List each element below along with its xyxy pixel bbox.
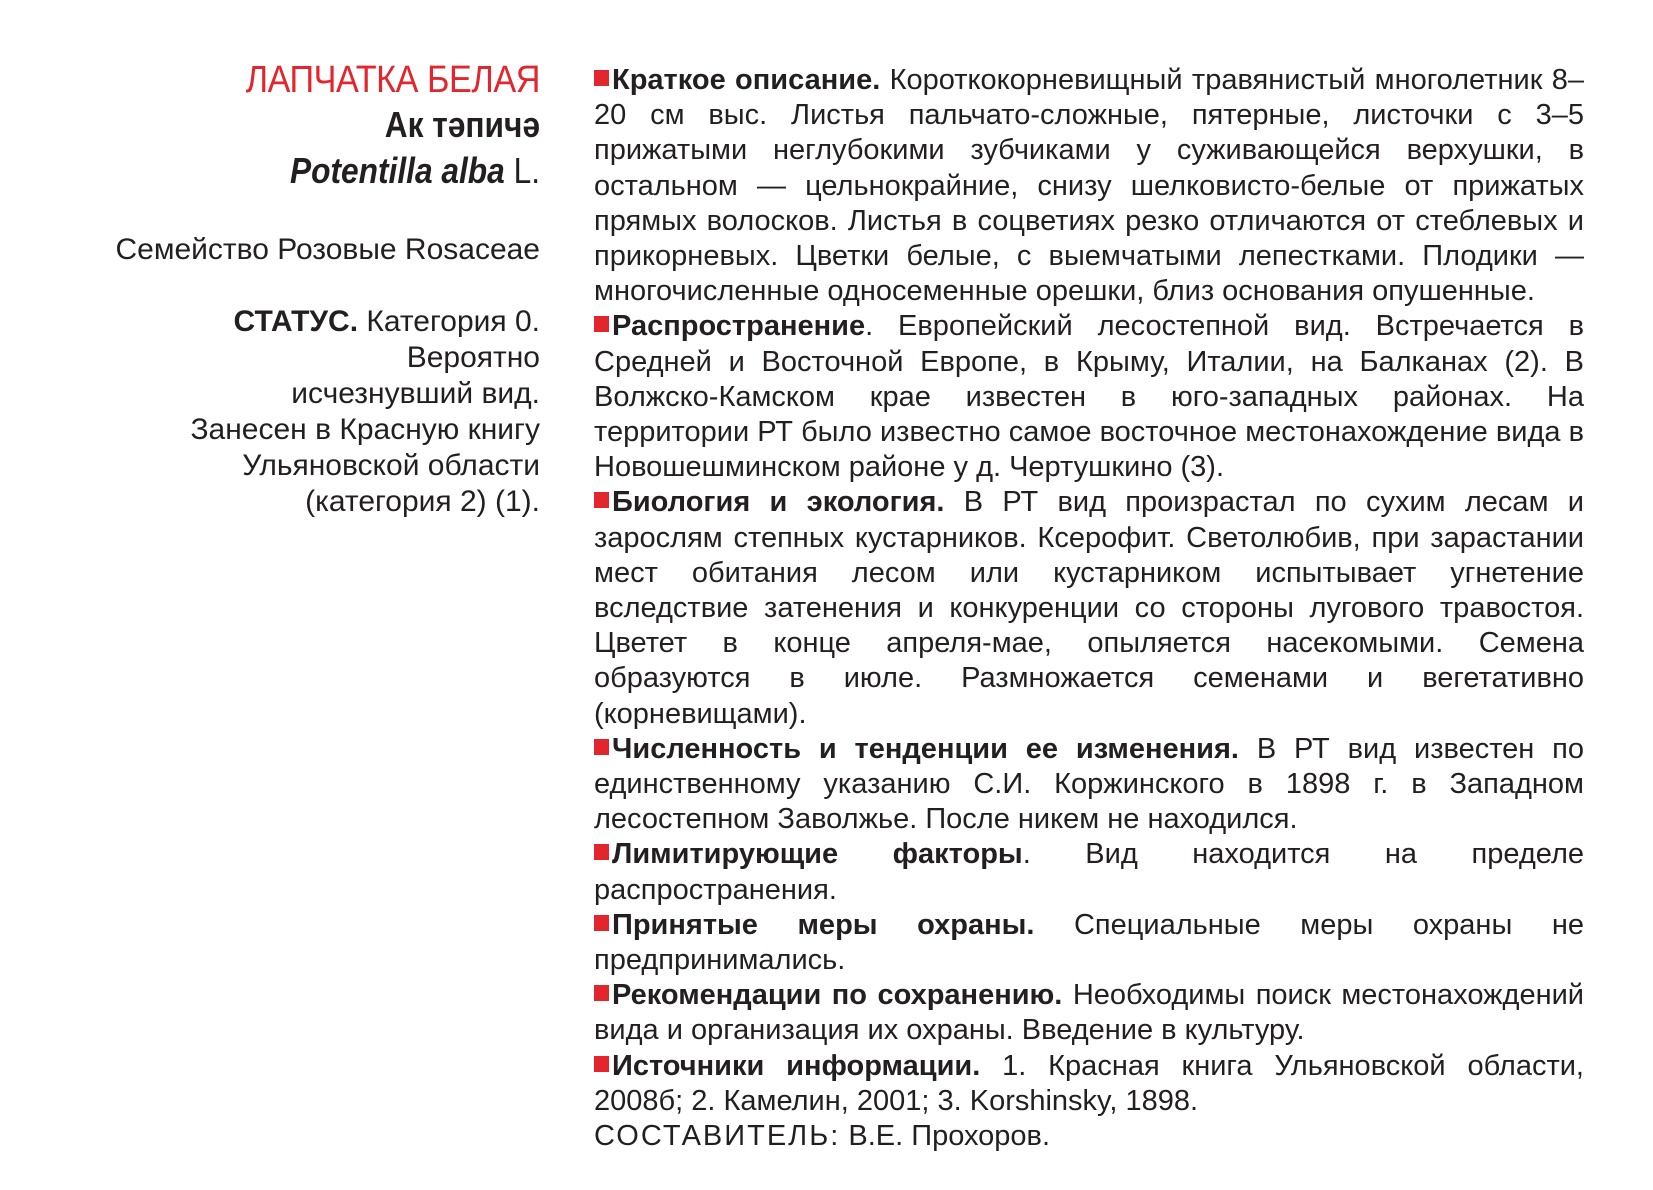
latin-author: L. (504, 150, 540, 191)
status-line-1 (60, 304, 540, 340)
red-square-icon (594, 915, 609, 931)
section-biology (594, 485, 1584, 731)
author-label: СОСТАВИТЕЛЬ: (594, 1120, 841, 1153)
section-title: Численность и тенденции ее изменения. (612, 732, 1239, 765)
red-square-icon (594, 739, 609, 755)
section-text: . Вид находится на пределе распространения. (594, 838, 1584, 906)
status-line-3: исчезнувший вид. (291, 377, 540, 410)
section-protection-measures (594, 908, 1584, 978)
section-text: . Европейский лесостепной вид. Встречается в Средней и Восточной Европе, в Крыму, Италии, на Балканах (2). В Волжско-Камском крае известен в юго-западных районах. На территории РТ было известно самое восточное местонахождение вида в Новошешминском районе у д. Чертушкино (3). (594, 310, 1584, 484)
section-title: Биология и экология. (612, 486, 945, 519)
family-line: Семейство Розовые Rosaceae (115, 233, 540, 266)
species-description (594, 63, 1584, 1154)
red-square-icon (594, 985, 609, 1001)
section-sources (594, 1049, 1584, 1119)
species-latin-name (118, 148, 540, 194)
section-title: Рекомендации по сохранению. (612, 979, 1063, 1012)
section-text: Необходимы поиск местонахождений вида и организация их охраны. Введение в культуру. (594, 979, 1584, 1047)
status-line-5: Ульяновской области (242, 449, 540, 482)
status-category: Категория 0. (358, 305, 540, 338)
species-title-russian: ЛАПЧАТКА БЕЛАЯ (245, 59, 541, 101)
section-title: Краткое описание. (612, 64, 881, 96)
status-line-2: Вероятно (406, 341, 540, 374)
status-line-4: Занесен в Красную книгу (190, 413, 540, 446)
section-text: Короткокорневищный травянистый многолетник 8–20 см выс. Листья пальчато-сложные, пятерные, листочки с 3–5 прижатыми неглубокими зубчиками у суживающейся верхушки, в остальном — цельнокрайние, снизу шелковисто-белые от прижатых прямых волосков. Листья в соцветиях резко отличаются от стеблевых и прикорневых. Цветки белые, с выемчатыми лепестками. Плодики — многочисленные односеменные орешки, близ основания опушенные. (594, 64, 1584, 308)
species-header (60, 58, 540, 520)
section-text: 1. Красная книга Ульяновской области, 2008б; 2. Камелин, 2001; 3. Korshinsky, 1898. (594, 1049, 1584, 1117)
author-name: В.Е. Прохоров. (840, 1120, 1051, 1153)
section-title: Источники информации. (612, 1049, 981, 1082)
section-limiting-factors (594, 837, 1584, 907)
status-label: СТАТУС. (233, 305, 359, 338)
red-square-icon (594, 844, 609, 860)
author-line (594, 1119, 1584, 1154)
section-abundance (594, 732, 1584, 838)
species-title-tatar: Ак тәпичә (384, 104, 540, 145)
section-title: Принятые меры охраны. (612, 908, 1035, 941)
red-square-icon (594, 70, 609, 86)
section-text: Специальные меры охраны не предпринимались. (594, 908, 1585, 977)
section-text: В РТ вид известен по единственному указанию С.И. Коржинского в 1898 г. в Западном лесостепном Заволжье. После никем не находился. (594, 732, 1584, 836)
section-recommendations (594, 978, 1584, 1048)
status-line-6: (категория 2) (1). (305, 485, 540, 518)
section-title: Лимитирующие факторы (612, 838, 1023, 871)
section-title: Распространение (612, 310, 866, 343)
section-description (594, 63, 1584, 309)
red-square-icon (594, 316, 609, 332)
status-block (60, 304, 540, 520)
red-square-icon (594, 492, 609, 508)
section-distribution (594, 309, 1584, 485)
red-square-icon (594, 1056, 609, 1072)
section-text: В РТ вид произрастал по сухим лесам и зарослям степных кустарников. Ксерофит. Светолюбив, при зарастании мест обитания лесом или кустарником испытывает угнетение вследствие затенения и конкуренции со стороны лугового травостоя. Цветет в конце апреля-мае, опыляется насекомыми. Семена образуются в июле. Размножается семенами и вегетативно (корневищами). (594, 486, 1585, 730)
latin-binomial: Potentilla alba (289, 150, 505, 191)
